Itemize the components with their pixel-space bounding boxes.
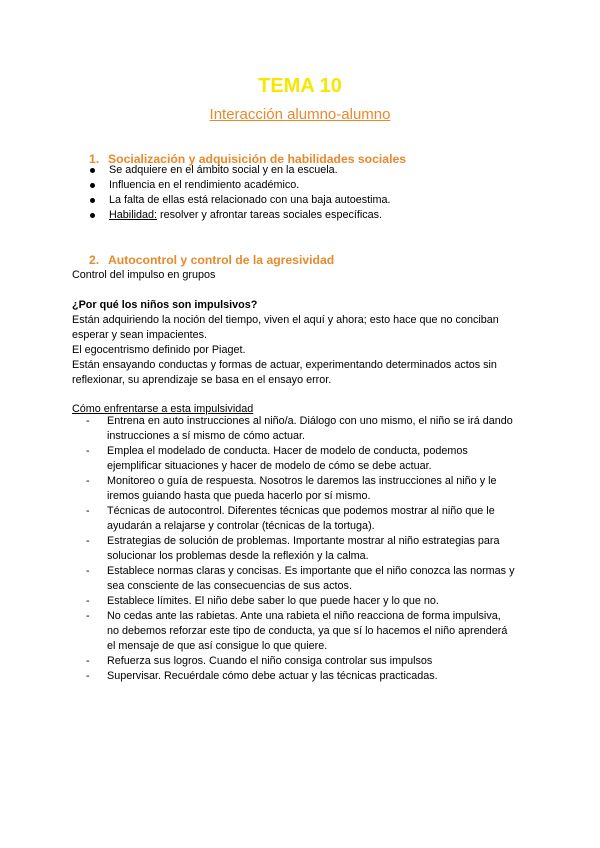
list-item: Se adquiere en el ámbito social y en la escuela.	[89, 163, 569, 178]
dash-bullet-icon: -	[86, 670, 90, 682]
section-2-intro: Control del impulso en grupos	[72, 269, 216, 281]
list-item: - Estrategias de solución de problemas. Importante mostrar al niño estrategias para solucionar los problemas desde la reflexión y la calma.	[86, 535, 500, 562]
answer-line: Están adquiriendo la noción del tiempo, viven el aquí y ahora; esto hace que no conciban	[72, 314, 499, 326]
answer-line: esperar y sean impacientes.	[72, 329, 208, 341]
dash-bullet-icon: -	[86, 595, 90, 607]
section-1-number: 1.	[89, 152, 100, 166]
section-1-title: Socialización y adquisición de habilidades sociales	[108, 152, 407, 166]
answer-line: El egocentrismo definido por Piaget.	[72, 344, 246, 356]
dash-bullet-icon: -	[86, 655, 90, 667]
bullet-icon	[90, 198, 95, 203]
page-subtitle: Interacción alumno-alumno	[209, 106, 391, 123]
list-item: - Supervisar. Recuérdale cómo debe actuar y las técnicas practicadas.	[86, 670, 438, 682]
list-item: La falta de ellas está relacionado con una baja autoestima.	[89, 193, 569, 208]
list-item: - Entrena en auto instrucciones al niño/a. Diálogo con uno mismo, el niño se irá dando instrucciones a sí mismo de cómo actuar.	[86, 415, 513, 442]
question-heading: ¿Por qué los niños son impulsivos?	[72, 299, 258, 311]
list-item: - Técnicas de autocontrol. Diferentes técnicas que podemos mostrar al niño que le ayudarán a relajarse y controlar (técnicas de la tortuga).	[86, 505, 495, 532]
list-item: - Establece límites. El niño debe saber lo que puede hacer y lo que no.	[86, 595, 439, 607]
dash-bullet-icon: -	[86, 535, 90, 547]
dash-bullet-icon: -	[86, 610, 90, 622]
section-2-title: Autocontrol y control de la agresividad	[108, 253, 335, 267]
list-item: - Emplea el modelado de conducta. Hacer de modelo de conducta, podemos ejemplificar situaciones y hacer de modelo de cómo se debe actuar.	[86, 445, 468, 472]
list-item: - No cedas ante las rabietas. Ante una rabieta el niño reacciona de forma impulsiva, no debemos reforzar este tipo de conducta, ya que sí lo hacemos el niño aprenderá el mensaje de que así consigue lo que quiere.	[86, 610, 508, 652]
bullet-icon	[90, 168, 95, 173]
list-item: - Establece normas claras y concisas. Es importante que el niño conozca las normas y sea consciente de las consecuencias de sus actos.	[86, 565, 515, 592]
bullet-icon	[90, 183, 95, 188]
dash-bullet-icon: -	[86, 445, 90, 457]
list-item: - Refuerza sus logros. Cuando el niño consiga controlar sus impulsos	[86, 655, 433, 667]
answer-line: reflexionar, su aprendizaje se basa en el ensayo error.	[72, 374, 332, 386]
strategies-heading: Cómo enfrentarse a esta impulsividad	[72, 403, 254, 415]
habilidad-definition: resolver y afrontar tareas sociales específicas.	[157, 209, 383, 221]
page-title: TEMA 10	[258, 75, 342, 97]
dash-bullet-icon: -	[86, 475, 90, 487]
strategies-list	[86, 414, 526, 684]
answer-line: Están ensayando conductas y formas de actuar, experimentando determinados actos sin	[72, 359, 497, 371]
bullet-icon	[90, 213, 95, 218]
list-item	[89, 208, 569, 223]
section-1-bullet-list	[89, 163, 569, 223]
dash-bullet-icon: -	[86, 505, 90, 517]
section-2-number: 2.	[89, 253, 100, 267]
list-item: - Monitoreo o guía de respuesta. Nosotros le daremos las instrucciones al niño y le iremos guiando hasta que pueda hacerlo por sí mismo.	[86, 475, 497, 502]
dash-bullet-icon: -	[86, 415, 90, 427]
list-item: Influencia en el rendimiento académico.	[89, 178, 569, 193]
dash-bullet-icon: -	[86, 565, 90, 577]
habilidad-term: Habilidad:	[109, 209, 158, 221]
